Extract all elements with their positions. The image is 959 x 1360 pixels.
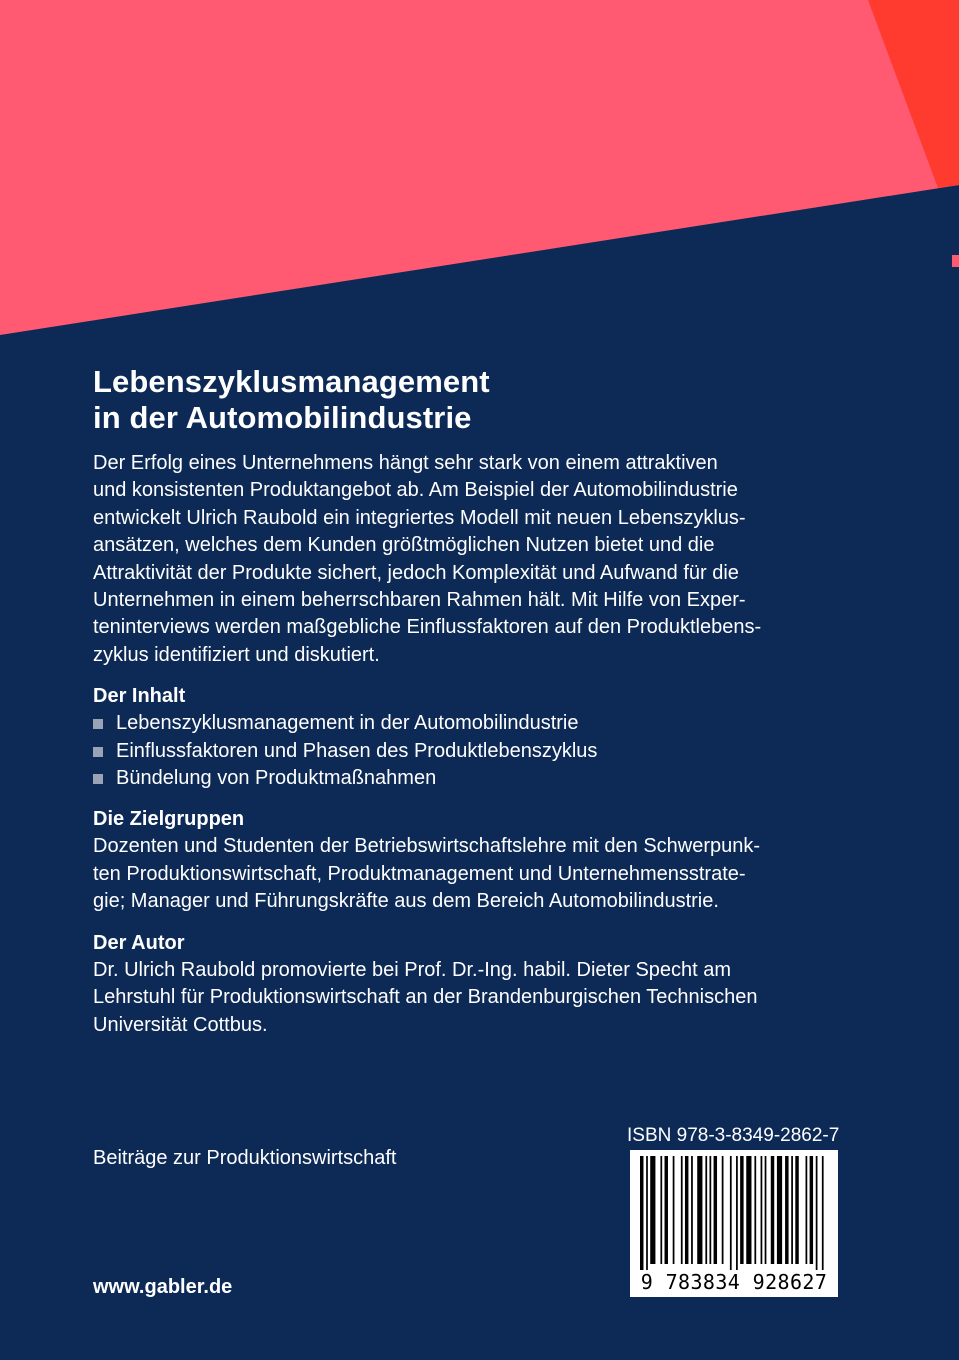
barcode-bar (685, 1156, 688, 1264)
barcode-bars (640, 1156, 828, 1270)
barcode-bar (722, 1156, 724, 1264)
list-item (93, 765, 843, 792)
zielgruppen-line: Dozenten und Studenten der Betriebswirtschaftslehre mit den Schwerpunk- (93, 835, 761, 858)
square-bullet-icon (93, 719, 103, 729)
series-name: Beiträge zur Produktionswirtschaft (93, 1147, 397, 1169)
autor-line: Lehrstuhl für Produktionswirtschaft an der Brandenburgischen Technischen (93, 986, 758, 1009)
barcode-bar (646, 1156, 648, 1270)
barcode-bar (765, 1156, 767, 1264)
barcode-bar (810, 1156, 813, 1264)
barcode-bar (714, 1156, 717, 1264)
list-item-text: Bündelung von Produktmaßnahmen (116, 767, 437, 790)
square-bullet-icon (93, 774, 103, 784)
barcode-bar (673, 1156, 675, 1264)
barcode-bar (650, 1156, 655, 1264)
description-line: Der Erfolg eines Unternehmens hängt sehr stark von einem attraktiven (93, 452, 718, 474)
barcode-bar (777, 1156, 782, 1264)
zielgruppen-heading: Die Zielgruppen (93, 808, 245, 831)
description-line: zyklus identifiziert und diskutiert. (93, 643, 380, 666)
barcode-bar (746, 1156, 751, 1264)
description-line: und konsistenten Produktangebot ab. Am Beispiel der Automobilindustrie (93, 479, 738, 502)
barcode-bar (771, 1156, 774, 1264)
isbn-barcode (630, 1150, 838, 1297)
inhalt-heading: Der Inhalt (93, 685, 186, 708)
isbn-label: ISBN 978-3-8349-2862-7 (627, 1125, 840, 1146)
list-item-text: Einflussfaktoren und Phasen des Produktlebenszyklus (116, 739, 598, 762)
barcode-bar (822, 1156, 824, 1270)
barcode-bar (791, 1156, 793, 1264)
barcode-bar (691, 1156, 693, 1264)
barcode-bar (705, 1156, 707, 1264)
autor-heading: Der Autor (93, 931, 185, 954)
barcode-digits: 9 783834 928627 (640, 1270, 828, 1294)
list-item-text: Lebenszyklusmanagement in der Automobilindustrie (116, 712, 579, 735)
square-bullet-icon (93, 747, 103, 757)
title-line-2: in der Automobilindustrie (93, 400, 472, 435)
barcode-bar (665, 1156, 668, 1264)
zielgruppen-paragraph (93, 833, 843, 915)
main-content (93, 364, 843, 1039)
description-line: ansätzen, welches dem Kunden größtmöglichen Nutzen bietet und die (93, 534, 715, 557)
barcode-bar (761, 1156, 763, 1264)
title-line-1: Lebenszyklusmanagement (93, 364, 490, 399)
barcode-bar (681, 1156, 683, 1264)
barcode-bar (785, 1156, 788, 1264)
barcode-bar (730, 1156, 732, 1270)
spine-edge-marker (952, 255, 959, 267)
list-item (93, 710, 843, 737)
book-title (93, 364, 843, 436)
zielgruppen-line: gie; Manager und Führungskräfte aus dem Bereich Automobilindustrie. (93, 890, 719, 913)
barcode-bar (795, 1156, 798, 1264)
autor-paragraph (93, 957, 843, 1039)
autor-line: Dr. Ulrich Raubold promovierte bei Prof. Dr.-Ing. habil. Dieter Specht am (93, 958, 732, 981)
barcode-bar (740, 1156, 743, 1264)
zielgruppen-line: ten Produktionswirtschaft, Produktmanagement und Unternehmensstrate- (93, 862, 746, 885)
barcode-bar (640, 1156, 643, 1270)
inhalt-list (93, 710, 843, 792)
barcode-bar (806, 1156, 808, 1264)
barcode-bar (754, 1156, 756, 1264)
list-item (93, 738, 843, 765)
barcode-bar (660, 1156, 662, 1264)
description-line: Attraktivität der Produkte sichert, jedoch Komplexität und Aufwand für die (93, 561, 739, 584)
publisher-website: www.gabler.de (93, 1276, 233, 1298)
description-line: entwickelt Ulrich Raubold ein integriertes Modell mit neuen Lebenszyklus- (93, 506, 746, 529)
description-line: teninterviews werden maßgebliche Einflussfaktoren auf den Produktlebens- (93, 616, 762, 639)
barcode-bar (697, 1156, 702, 1264)
description-paragraph (93, 450, 843, 669)
description-line: Unternehmen in einem beherrschbaren Rahmen hält. Mit Hilfe von Exper- (93, 589, 746, 612)
barcode-bar (736, 1156, 738, 1270)
barcode-bar (709, 1156, 711, 1264)
barcode-bar (816, 1156, 818, 1270)
autor-line: Universität Cottbus. (93, 1013, 268, 1036)
